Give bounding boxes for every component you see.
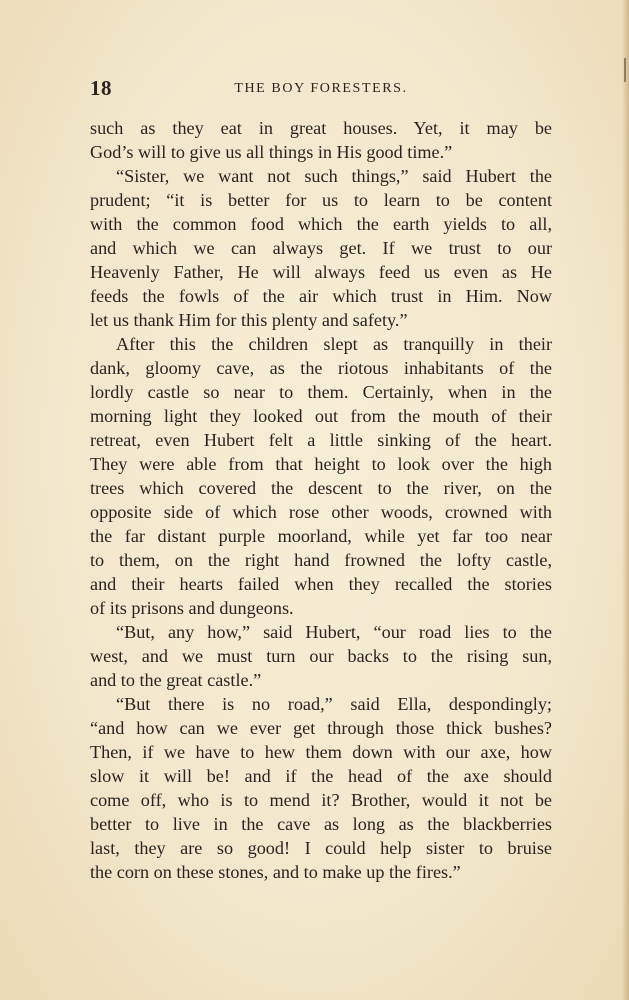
text-line: opposite side of which rose other woods, crowned with (90, 502, 552, 522)
text-line: lordly castle so near to them. Certainly, when in the (90, 382, 552, 402)
text-line: dank, gloomy cave, as the riotous inhabitants of the (90, 358, 552, 378)
text-line: last, they are so good! I could help sister to bruise (90, 838, 552, 858)
running-title: THE BOY FORESTERS. (234, 81, 408, 96)
text-line: such as they eat in great houses. Yet, it may be (90, 118, 552, 138)
text-line: They were able from that height to look over the high (90, 454, 552, 474)
paragraph (90, 332, 552, 620)
text-line: and to the great castle.” (90, 670, 262, 690)
text-line: Then, if we have to hew them down with our axe, how (90, 742, 552, 762)
text-line: better to live in the cave as long as the blackberries (90, 814, 552, 834)
text-line: After this the children slept as tranquilly in their (116, 334, 552, 354)
text-line: trees which covered the descent to the river, on the (90, 478, 552, 498)
text-line: retreat, even Hubert felt a little sinking of the heart. (90, 430, 552, 450)
paragraph (90, 164, 552, 332)
text-line: of its prisons and dungeons. (90, 598, 294, 618)
text-line: “But there is no road,” said Ella, despondingly; (116, 694, 552, 714)
body-text (90, 116, 552, 884)
text-line: the far distant purple moorland, while yet far too near (90, 526, 552, 546)
text-line: with the common food which the earth yields to all, (90, 214, 552, 234)
text-line: morning light they looked out from the mouth of their (90, 406, 552, 426)
text-line: Heavenly Father, He will always feed us even as He (90, 262, 552, 282)
text-line: and which we can always get. If we trust to our (90, 238, 552, 258)
page-edge-shadow (622, 0, 629, 1000)
text-line: “But, any how,” said Hubert, “our road lies to the (116, 622, 552, 642)
text-line: let us thank Him for this plenty and safety.” (90, 310, 408, 330)
text-line: prudent; “it is better for us to learn to be content (90, 190, 552, 210)
text-line: feeds the fowls of the air which trust in Him. Now (90, 286, 552, 306)
text-line: and their hearts failed when they recalled the stories (90, 574, 552, 594)
text-line: “Sister, we want not such things,” said Hubert the (116, 166, 552, 186)
text-line: slow it will be! and if the head of the axe should (90, 766, 552, 786)
running-header (90, 76, 552, 100)
text-line: come off, who is to mend it? Brother, would it not be (90, 790, 552, 810)
text-line: the corn on these stones, and to make up the fires.” (90, 862, 461, 882)
paragraph (90, 116, 552, 164)
page-edge-mark (624, 58, 626, 82)
page-number: 18 (90, 76, 112, 100)
paragraph (90, 620, 552, 692)
text-line: to them, on the right hand frowned the lofty castle, (90, 550, 552, 570)
text-line: west, and we must turn our backs to the rising sun, (90, 646, 552, 666)
paragraph (90, 692, 552, 884)
text-line: God’s will to give us all things in His good time.” (90, 142, 453, 162)
text-line: “and how can we ever get through those thick bushes? (90, 718, 552, 738)
